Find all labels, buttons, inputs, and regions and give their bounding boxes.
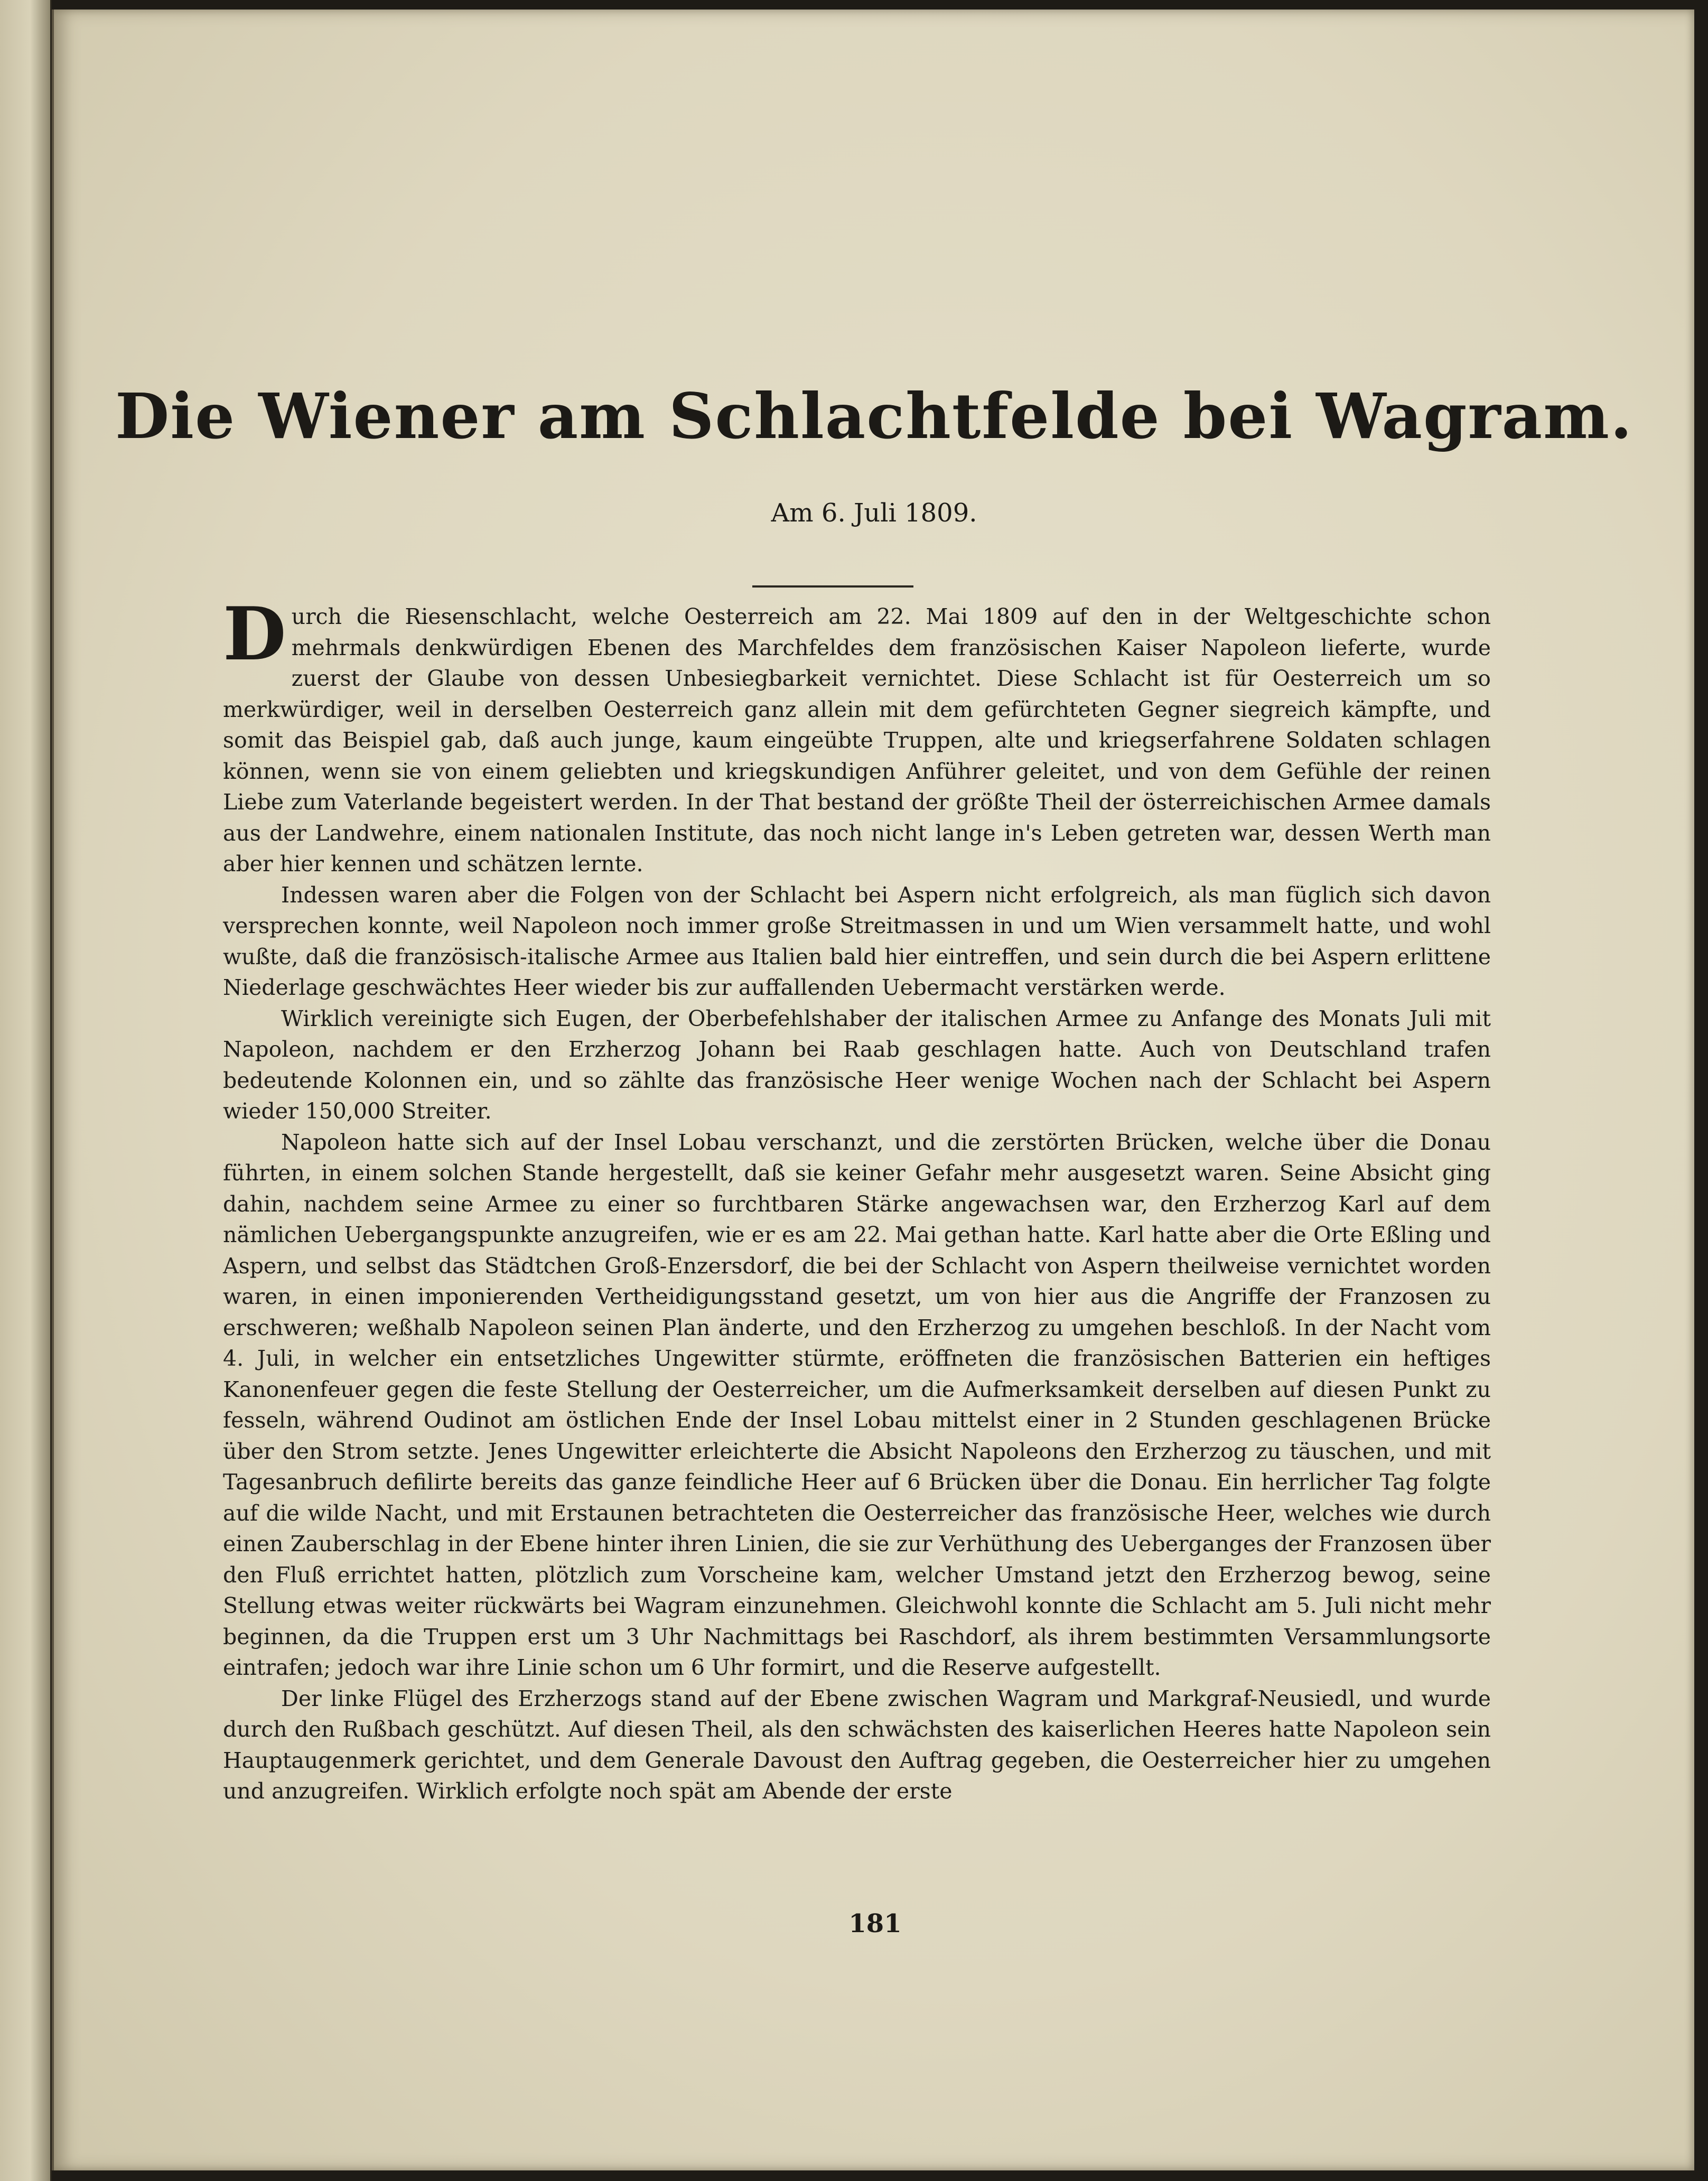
page-title: Die Wiener am Schlachtfelde bei Wagram.: [115, 379, 1634, 453]
drop-cap: D: [223, 591, 286, 677]
paragraph-1-text: urch die Riesenschlacht, welche Oesterreich am 22. Mai 1809 auf den in der Weltgeschichte schon mehrmals denkwürdigen Ebenen des Marchfeldes dem französischen Kaiser Napoleon lieferte, wurde zuerst der Glaube von dessen Unbesiegbarkeit vernichtet. Diese Schlacht ist für Oesterreich um so merkwürdiger, weil in derselben Oesterreich ganz allein mit dem gefürchteten Gegner siegreich kämpfte, und somit das Beispiel gab, daß auch junge, kaum eingeübte Truppen, alte und kriegserfahrene Soldaten schlagen können, wenn sie von einem geliebten und kriegskundigen Anführer geleitet, und von dem Gefühle der reinen Liebe zum Vaterlande begeistert werden. In der That bestand der größte Theil der österreichischen Armee damals aus der Landwehre, einem nationalen Institute, das noch nicht lange in's Leben getreten war, dessen Werth man aber hier kennen und schätzen lernte.: [223, 604, 1491, 877]
paragraph-2: Indessen waren aber die Folgen von der Schlacht bei Aspern nicht erfolgreich, als man füglich sich davon versprechen konnte, weil Napoleon noch immer große Streitmassen in und um Wien versammelt hatte, und wohl wußte, daß die französisch-italische Armee aus Italien bald hier eintreffen, und sein durch die bei Aspern erlittene Niederlage geschwächtes Heer wieder bis zur auffallenden Uebermacht verstärken werde.: [223, 882, 1491, 1000]
page-subtitle: Am 6. Juli 1809.: [771, 498, 977, 528]
paragraph-5: Der linke Flügel des Erzherzogs stand auf der Ebene zwischen Wagram und Markgraf-Neusiedl, und wurde durch den Rußbach geschützt. Auf diesen Theil, als den schwächsten des kaiserlichen Heeres hatte Napoleon sein Hauptaugenmerk gerichtet, und dem Generale Davoust den Auftrag gegeben, die Oesterreicher hier zu umgehen und anzugreifen. Wirklich erfolgte noch spät am Abende der erste: [223, 1685, 1491, 1804]
paragraph-3: Wirklich vereinigte sich Eugen, der Oberbefehlshaber der italischen Armee zu Anfange des Monats Juli mit Napoleon, nachdem er den Erzherzog Johann bei Raab geschlagen hatte. Auch von Deutschland trafen bedeutende Kolonnen ein, und so zählte das französische Heer wenige Wochen nach der Schlacht bei Aspern wieder 150,000 Streiter.: [223, 1005, 1491, 1124]
left-page-edge: [0, 0, 52, 2181]
paragraph-4: Napoleon hatte sich auf der Insel Lobau verschanzt, und die zerstörten Brücken, welche über die Donau führten, in einem solchen Stande hergestellt, daß sie keiner Gefahr mehr ausgesetzt waren. Seine Absicht ging dahin, nachdem seine Armee zu einer so furchtbaren Stärke angewachsen war, den Erzherzog Karl auf dem nämlichen Uebergangspunkte anzugreifen, wie er es am 22. Mai gethan hatte. Karl hatte aber die Orte Eßling und Aspern, und selbst das Städtchen Groß-Enzersdorf, die bei der Schlacht von Aspern theilweise vernichtet worden waren, in einen imponierenden Vertheidigungsstand gesetzt, um von hier aus die Angriffe der Franzosen zu erschweren; weßhalb Napoleon seinen Plan änderte, und den Erzherzog zu umgehen beschloß. In der Nacht vom 4. Juli, in welcher ein entsetzliches Ungewitter stürmte, eröffneten die französischen Batterien ein heftiges Kanonenfeuer gegen die feste Stellung der Oesterreicher, um die Aufmerksamkeit derselben auf diesen Punkt zu fesseln, während Oudinot am östlichen Ende der Insel Lobau mittelst einer in 2 Stunden geschlagenen Brücke über den Strom setzte. Jenes Ungewitter erleichterte die Absicht Napoleons den Erzherzog zu täuschen, und mit Tagesanbruch defilirte bereits das ganze feindliche Heer auf 6 Brücken über die Donau. Ein herrlicher Tag folgte auf die wilde Nacht, und mit Erstaunen betrachteten die Oesterreicher das französische Heer, welches wie durch einen Zauberschlag in der Ebene hinter ihren Linien, die sie zur Verhüthung des Ueberganges der Franzosen über den Fluß errichtet hatten, plötzlich zum Vorscheine kam, welcher Umstand jetzt den Erzherzog bewog, seine Stellung etwas weiter rückwärts bei Wagram einzunehmen. Gleichwohl konnte die Schlacht am 5. Juli nicht mehr beginnen, da die Truppen erst um 3 Uhr Nachmittags bei Raschdorf, als ihrem bestimmten Versammlungsorte eintrafen; jedoch war ihre Linie schon um 6 Uhr formirt, und die Reserve aufgestellt.: [223, 1129, 1491, 1680]
paragraph-1: [223, 591, 1491, 880]
page-number-text: 181: [848, 1909, 902, 1938]
book-page: [52, 10, 1694, 2170]
page-number: [54, 1909, 1694, 1938]
article-body: [223, 591, 1491, 1807]
title-divider: [752, 585, 913, 588]
